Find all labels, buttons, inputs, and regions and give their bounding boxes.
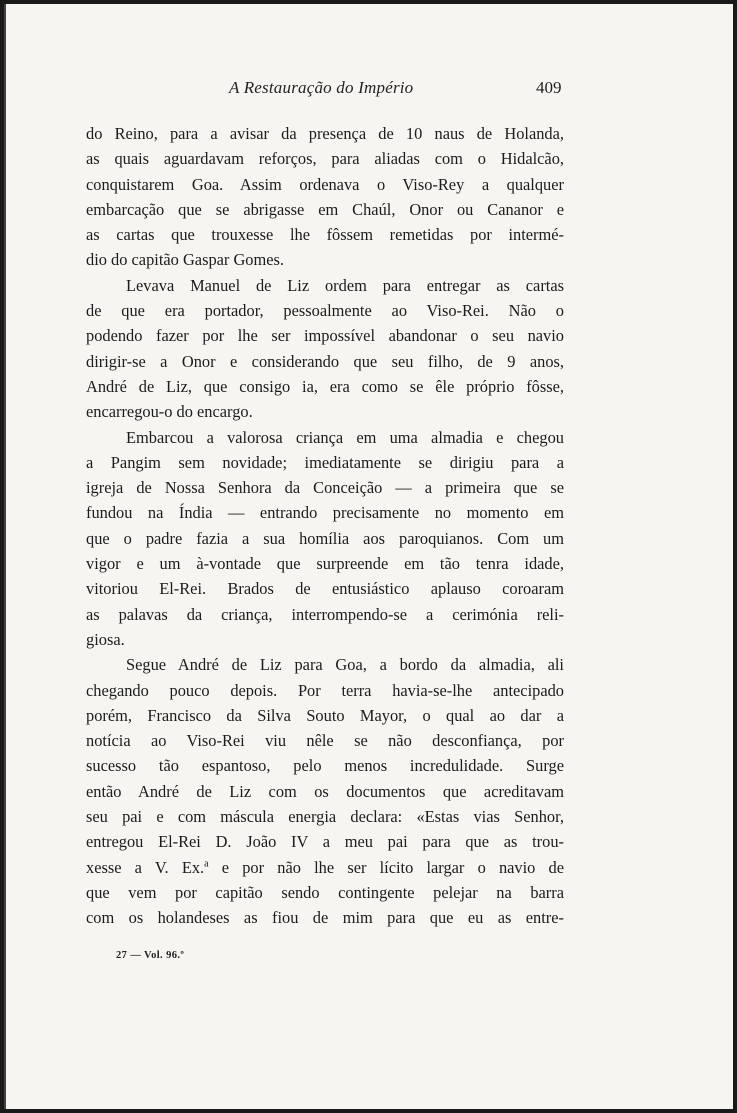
text-line: porém, Francisco da Silva Souto Mayor, o qual ao dar a	[86, 705, 564, 725]
text-line: embarcação que se abrigasse em Chaúl, Onor ou Cananor e	[86, 199, 564, 219]
text-line: seu pai e com máscula energia declara: «Estas vias Senhor,	[86, 807, 564, 827]
text-line: notícia ao Viso-Rei viu nêle se não desconfiança, por	[86, 731, 564, 751]
text-line: entregou El-Rei D. João IV a meu pai para que as trou-	[86, 832, 564, 852]
text-line: as quais aguardavam reforços, para aliadas com o Hidalcão,	[86, 149, 564, 169]
text-line: com os holandeses as fiou de mim para que eu as entre-	[86, 908, 564, 928]
text-line: Embarcou a valorosa criança em uma almadia e chegou	[126, 427, 564, 447]
text-line: então André de Liz com os documentos que acreditavam	[86, 781, 564, 801]
text-line: as palavas da criança, interrompendo-se a cerimónia reli-	[86, 604, 564, 624]
text-segment: e por não lhe ser lícito largar o navio de	[208, 857, 565, 877]
running-title: A Restauração do Império	[229, 78, 414, 97]
text-line: que vem por capitão sendo contingente pelejar na barra	[86, 882, 564, 902]
text-line: fundou na Índia — entrando precisamente no momento em	[86, 503, 564, 523]
text-line: vigor e um à-vontade que surpreende em tão tenra idade,	[86, 554, 564, 574]
text-line: chegando pouco depois. Por terra havia-se-lhe antecipado	[86, 680, 564, 700]
text-line: que o padre fazia a sua homília aos paroquianos. Com um	[86, 528, 564, 548]
text-line: vitoriou El-Rei. Brados de entusiástico aplauso coroaram	[86, 579, 564, 599]
page-number: 409	[536, 78, 562, 97]
book-page	[4, 4, 733, 1109]
text-segment: xesse a V. Ex.	[86, 857, 205, 877]
text-line: Segue André de Liz para Goa, a bordo da almadia, ali	[126, 655, 564, 675]
text-line	[86, 855, 564, 880]
text-line: dio do capitão Gaspar Gomes.	[86, 250, 285, 270]
text-line: sucesso tão espantoso, pelo menos incredulidade. Surge	[86, 756, 564, 776]
page-header	[6, 78, 735, 102]
text-line: André de Liz, que consigo ia, era como se êle próprio fôsse,	[86, 376, 564, 396]
printer-signature: 27 — Vol. 96.º	[116, 950, 185, 961]
text-line: Levava Manuel de Liz ordem para entregar as cartas	[126, 275, 564, 295]
text-line: de que era portador, pessoalmente ao Viso-Rei. Não o	[86, 301, 564, 321]
text-line: encarregou-o do encargo.	[86, 402, 253, 422]
text-line: a Pangim sem novidade; imediatamente se dirigiu para a	[86, 452, 564, 472]
text-line: igreja de Nossa Senhora da Conceição — a primeira que se	[86, 478, 564, 498]
text-line: as cartas que trouxesse lhe fôssem remetidas por intermé-	[86, 225, 564, 245]
text-line: do Reino, para a avisar da presença de 10 naus de Holanda,	[86, 124, 564, 143]
text-line: podendo fazer por lhe ser impossível abandonar o seu navio	[86, 326, 564, 346]
body-text	[86, 121, 564, 931]
text-line: conquistarem Goa. Assim ordenava o Viso-Rey a qualquer	[86, 174, 564, 194]
superscript-a: a	[204, 858, 209, 870]
text-line: dirigir-se a Onor e considerando que seu filho, de 9 anos,	[86, 351, 564, 371]
text-line: giosa.	[86, 629, 125, 649]
